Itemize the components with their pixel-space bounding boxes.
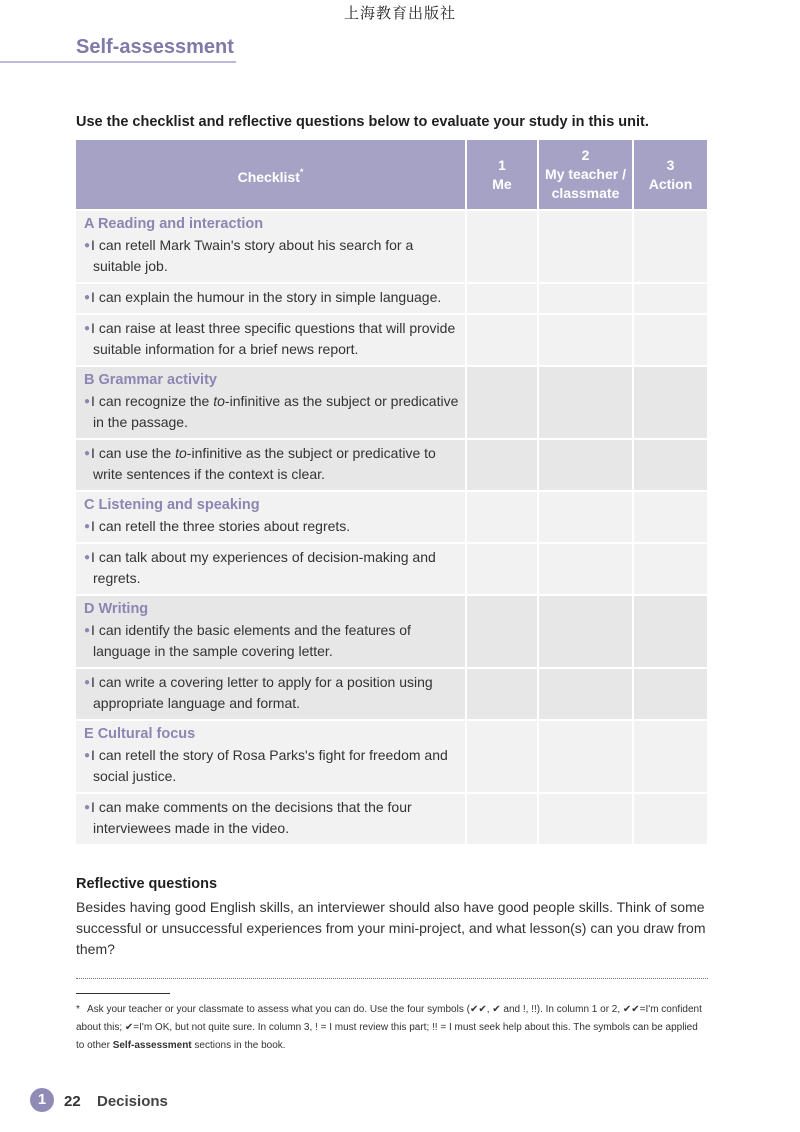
title-underline bbox=[0, 61, 236, 63]
teacher-cell[interactable] bbox=[537, 792, 632, 844]
bullet-icon: ● bbox=[84, 292, 91, 303]
column-number: 3 bbox=[666, 156, 675, 173]
action-cell[interactable] bbox=[632, 542, 707, 594]
teacher-cell[interactable] bbox=[537, 667, 632, 719]
teacher-cell[interactable] bbox=[537, 365, 632, 438]
action-cell[interactable] bbox=[632, 313, 707, 365]
checklist-row bbox=[76, 719, 707, 792]
checklist-body bbox=[76, 209, 707, 844]
checklist-item-cell bbox=[76, 594, 465, 667]
checklist-row bbox=[76, 438, 707, 490]
checklist-row bbox=[76, 792, 707, 844]
action-cell[interactable] bbox=[632, 438, 707, 490]
checklist-item-text: to bbox=[175, 445, 187, 461]
checklist-row bbox=[76, 209, 707, 282]
checklist-row bbox=[76, 667, 707, 719]
checklist-row bbox=[76, 542, 707, 594]
group-heading: C Listening and speaking bbox=[84, 497, 260, 513]
checklist-item-text: I can write a covering letter to apply for a position using appropriate language and format. bbox=[91, 674, 433, 711]
footnote bbox=[76, 1001, 708, 1055]
bullet-icon: ● bbox=[84, 552, 91, 563]
checklist-item-cell bbox=[76, 282, 465, 313]
footnote-marker: * bbox=[76, 1004, 80, 1015]
checklist-row bbox=[76, 490, 707, 542]
bullet-icon: ● bbox=[84, 240, 91, 251]
group-heading: A Reading and interaction bbox=[84, 216, 264, 232]
reflective-title: Reflective questions bbox=[76, 876, 218, 892]
me-cell[interactable] bbox=[465, 282, 537, 313]
footnote-rule bbox=[76, 993, 170, 994]
unit-name: Decisions bbox=[97, 1093, 168, 1110]
me-cell[interactable] bbox=[465, 667, 537, 719]
checklist-item bbox=[84, 391, 459, 433]
intro-text: Use the checklist and reflective questions below to evaluate your study in this unit. bbox=[76, 114, 649, 130]
checklist-item bbox=[84, 620, 459, 662]
checklist-item-cell bbox=[76, 542, 465, 594]
checklist-item-cell bbox=[76, 667, 465, 719]
teacher-cell[interactable] bbox=[537, 542, 632, 594]
me-cell[interactable] bbox=[465, 792, 537, 844]
teacher-cell[interactable] bbox=[537, 313, 632, 365]
checklist-item-cell bbox=[76, 438, 465, 490]
checklist-row bbox=[76, 365, 707, 438]
footnote-text bbox=[76, 1004, 702, 1051]
bullet-icon: ● bbox=[84, 448, 91, 459]
checklist-row bbox=[76, 282, 707, 313]
teacher-cell[interactable] bbox=[537, 209, 632, 282]
me-cell[interactable] bbox=[465, 365, 537, 438]
me-cell[interactable] bbox=[465, 209, 537, 282]
checklist-item bbox=[84, 235, 459, 277]
checklist-item-text: I can raise at least three specific questions that will provide suitable information for a brief news report. bbox=[91, 320, 456, 357]
teacher-cell[interactable] bbox=[537, 438, 632, 490]
action-cell[interactable] bbox=[632, 667, 707, 719]
answer-line[interactable] bbox=[76, 978, 708, 979]
teacher-cell[interactable] bbox=[537, 282, 632, 313]
section-title: Self-assessment bbox=[76, 36, 234, 58]
checklist-item bbox=[84, 318, 459, 360]
checklist-item-cell bbox=[76, 719, 465, 792]
checklist-item-text: I can use the bbox=[91, 445, 176, 461]
checklist-item bbox=[84, 745, 459, 787]
checklist-item-text: I can retell the three stories about regrets. bbox=[91, 518, 351, 534]
column-action-header bbox=[632, 140, 707, 209]
checklist-header bbox=[76, 140, 465, 209]
checklist-item-text: I can retell the story of Rosa Parks's fight for freedom and social justice. bbox=[91, 747, 448, 784]
column-number: 1 bbox=[498, 156, 506, 173]
footnote-bold-term: Self-assessment bbox=[112, 1040, 192, 1051]
footnote-marker: * bbox=[299, 166, 304, 177]
reflective-body: Besides having good English skills, an interviewer should also have good people skills. Think of some successful or unsuccessful experiences from your mini-project, and what lesson(s) can you draw from them? bbox=[76, 899, 706, 957]
bullet-icon: ● bbox=[84, 521, 91, 532]
bullet-icon: ● bbox=[84, 677, 91, 688]
checklist-item-text: I can explain the humour in the story in simple language. bbox=[91, 289, 442, 305]
unit-number-badge: 1 bbox=[30, 1088, 54, 1112]
action-cell[interactable] bbox=[632, 365, 707, 438]
teacher-cell[interactable] bbox=[537, 594, 632, 667]
bullet-icon: ● bbox=[84, 802, 91, 813]
column-label: Me bbox=[492, 175, 512, 192]
action-cell[interactable] bbox=[632, 719, 707, 792]
checklist-item bbox=[84, 797, 459, 839]
checklist-row bbox=[76, 594, 707, 667]
checklist-item-text: I can recognize the bbox=[91, 393, 214, 409]
column-label: Action bbox=[648, 175, 693, 192]
checklist-item bbox=[84, 287, 459, 308]
action-cell[interactable] bbox=[632, 490, 707, 542]
action-cell[interactable] bbox=[632, 792, 707, 844]
teacher-cell[interactable] bbox=[537, 719, 632, 792]
footnote-text-part: sections in the book. bbox=[191, 1040, 286, 1051]
checklist-item-text: I can make comments on the decisions that the four interviewees made in the video. bbox=[91, 799, 412, 836]
bullet-icon: ● bbox=[84, 323, 91, 334]
checklist-item-text: to bbox=[213, 393, 225, 409]
bullet-icon: ● bbox=[84, 396, 91, 407]
checklist-item-text: -infinitive as the subject or predicative to write sentences if the context is clear. bbox=[93, 445, 436, 482]
table-header-row bbox=[76, 140, 707, 209]
checklist-item-cell bbox=[76, 313, 465, 365]
checklist-item-text: I can retell Mark Twain's story about his search for a suitable job. bbox=[91, 237, 414, 274]
column-number: 2 bbox=[581, 147, 590, 163]
column-teacher-header bbox=[537, 140, 632, 209]
checklist-table bbox=[76, 140, 707, 844]
column-label: classmate bbox=[551, 185, 620, 201]
action-cell[interactable] bbox=[632, 282, 707, 313]
me-cell[interactable] bbox=[465, 313, 537, 365]
bullet-icon: ● bbox=[84, 750, 91, 761]
bullet-icon: ● bbox=[84, 625, 91, 636]
teacher-cell[interactable] bbox=[537, 490, 632, 542]
publisher-header: 上海教育出版社 bbox=[343, 4, 456, 22]
action-cell[interactable] bbox=[632, 209, 707, 282]
group-heading: E Cultural focus bbox=[84, 726, 196, 742]
checklist-item bbox=[84, 443, 459, 485]
checklist-row bbox=[76, 313, 707, 365]
me-cell[interactable] bbox=[465, 438, 537, 490]
group-heading: D Writing bbox=[84, 601, 149, 617]
me-cell[interactable] bbox=[465, 490, 537, 542]
checklist-item-text: -infinitive as the subject or predicative in the passage. bbox=[93, 393, 459, 430]
checklist-item-cell bbox=[76, 209, 465, 282]
checklist-item-text: I can identify the basic elements and the features of language in the sample covering letter. bbox=[91, 622, 411, 659]
checklist-item bbox=[84, 672, 459, 714]
column-me-header bbox=[465, 140, 537, 209]
page-number: 22 bbox=[64, 1093, 81, 1110]
me-cell[interactable] bbox=[465, 542, 537, 594]
me-cell[interactable] bbox=[465, 719, 537, 792]
action-cell[interactable] bbox=[632, 594, 707, 667]
checklist-item bbox=[84, 516, 459, 537]
checklist-item-text: I can talk about my experiences of decision-making and regrets. bbox=[91, 549, 436, 586]
footnote-text-part: Ask your teacher or your classmate to assess what you can do. Use the four symbols (✔✔, ✔ and !, !!). In column 1 or 2, ✔✔=I'm confident about this; ✔=I'm OK, but not quite sure. In column 3, ! = I must review this part; !! = I must seek help about this. The symbols can be applied to other bbox=[76, 1004, 702, 1051]
group-heading: B Grammar activity bbox=[84, 372, 217, 388]
checklist-item-cell bbox=[76, 792, 465, 844]
column-label: My teacher / bbox=[545, 166, 626, 182]
checklist-item bbox=[84, 547, 459, 589]
checklist-header-label: Checklist bbox=[237, 168, 300, 185]
checklist-item-cell bbox=[76, 490, 465, 542]
checklist-item-cell bbox=[76, 365, 465, 438]
me-cell[interactable] bbox=[465, 594, 537, 667]
